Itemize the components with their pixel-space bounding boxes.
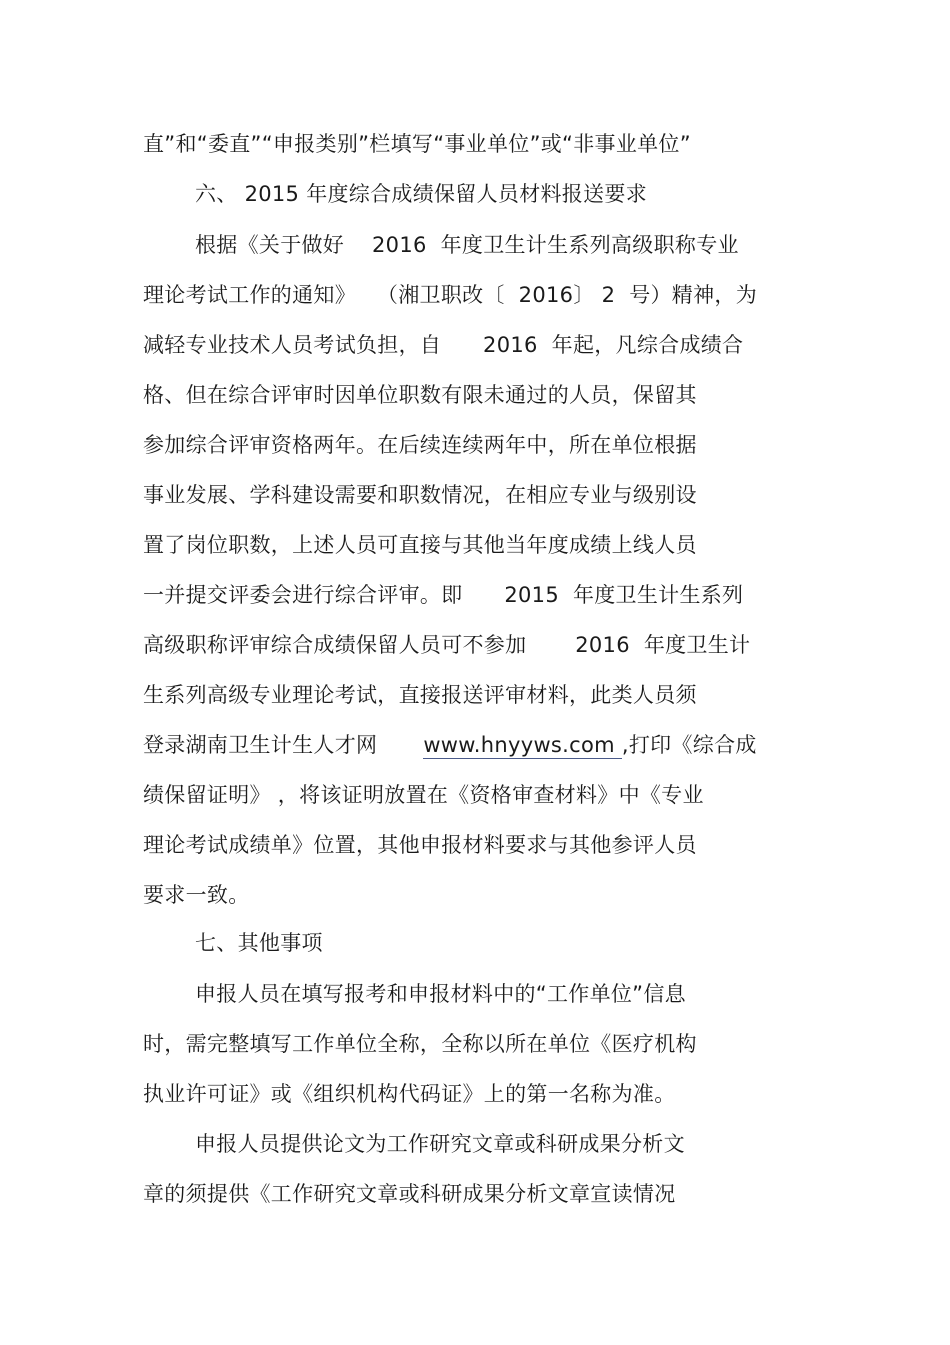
paragraph-line: 生系列高级专业理论考试，直接报送评审材料，此类人员须 (143, 683, 697, 707)
paragraph-line: 要求一致。 (143, 883, 250, 907)
paragraph-line: 事业发展、学科建设需要和职数情况，在相应专业与级别设 (143, 483, 697, 507)
paragraph-line: 绩保留证明》 ，将该证明放置在《资格审查材料》中《专业 (143, 783, 704, 807)
paragraph-line: 一并提交评委会进行综合评审。即 2015 年度卫生计生系列 (143, 583, 744, 607)
section-heading-6: 六、 2015 年度综合成绩保留人员材料报送要求 (195, 182, 647, 206)
text-line: 直”和“委直”“申报类别”栏填写“事业单位”或“非事业单位” (143, 132, 691, 156)
paragraph-line: 执业许可证》或《组织机构代码证》上的第一名称为准。 (143, 1082, 676, 1106)
paragraph-line: 高级职称评审综合成绩保留人员可不参加 2016 年度卫生计 (143, 633, 751, 657)
paragraph-line: 申报人员在填写报考和申报材料中的“工作单位”信息 (195, 982, 686, 1006)
paragraph-line-with-link (143, 731, 757, 759)
paragraph-line: 理论考试成绩单》位置，其他申报材料要求与其他参评人员 (143, 833, 697, 857)
section-heading-7: 七、其他事项 (195, 931, 323, 955)
paragraph-line: 置了岗位职数，上述人员可直接与其他当年度成绩上线人员 (143, 533, 697, 557)
website-link[interactable]: www.hnyyws.com (423, 733, 622, 757)
paragraph-line: 申报人员提供论文为工作研究文章或科研成果分析文 (195, 1132, 685, 1156)
paragraph-line: 减轻专业技术人员考试负担，自 2016 年起，凡综合成绩合 (143, 333, 744, 357)
paragraph-line: 参加综合评审资格两年。在后续连续两年中，所在单位根据 (143, 433, 697, 457)
link-prefix-text: 登录湖南卫生计生人才网 (143, 733, 378, 757)
paragraph-line: 章的须提供《工作研究文章或科研成果分析文章宣读情况 (143, 1182, 676, 1206)
paragraph-line: 时，需完整填写工作单位全称，全称以所在单位《医疗机构 (143, 1032, 697, 1056)
paragraph-line: 格、但在综合评审时因单位职数有限未通过的人员，保留其 (143, 383, 697, 407)
paragraph-line: 理论考试工作的通知》 （湘卫职改〔 2016〕 2 号）精神，为 (143, 283, 758, 307)
paragraph-line: 根据《关于做好 2016 年度卫生计生系列高级职称专业 (195, 233, 739, 257)
link-suffix-text: ,打印《综合成 (621, 733, 757, 757)
